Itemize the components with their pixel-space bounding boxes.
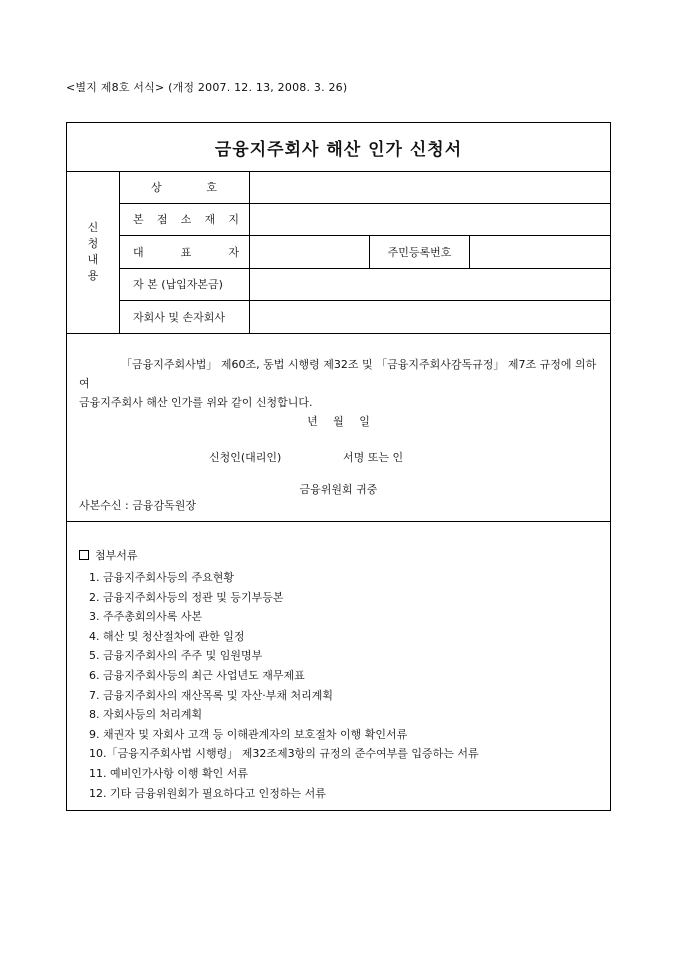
representative-label-text: 대 표 자 xyxy=(133,245,239,259)
capital-field[interactable] xyxy=(250,268,610,300)
form-title: 금융지주회사 해산 인가 신청서 xyxy=(214,139,463,160)
form-header-note: <별지 제8호 서식> (개정 2007. 12. 13, 2008. 3. 26) xyxy=(66,81,348,94)
attachment-item: 10.「금융지주회사법 시행령」 제32조제3항의 규정의 준수여부를 입증하는 서류 xyxy=(89,747,479,761)
capital-label xyxy=(133,268,249,300)
attachment-item: 7. 금융지주회사의 재산목록 및 자산·부채 처리계획 xyxy=(89,688,333,702)
resident-number-field[interactable] xyxy=(470,235,610,268)
declaration-section xyxy=(67,333,610,522)
side-label-char: 신 xyxy=(87,221,99,234)
declaration-line-1: 「금융지주회사법」 제60조, 동법 시행령 제32조 및 「금융지주회사감독규정」 제7조 규정에 의하여 xyxy=(79,358,597,390)
application-form xyxy=(66,122,611,811)
representative-label xyxy=(133,235,245,268)
title-row xyxy=(67,123,610,172)
application-details xyxy=(67,171,610,334)
side-label-char: 청 xyxy=(87,237,99,250)
company-name-label xyxy=(151,171,217,203)
attachment-item: 9. 채권자 및 자회사 고객 등 이해관계자의 보호절차 이행 확인서류 xyxy=(89,727,408,741)
attachment-item: 3. 주주총회의사록 사본 xyxy=(89,610,203,624)
attachment-item: 1. 금융지주회사등의 주요현황 xyxy=(89,571,234,584)
company-name-label-text: 상 호 xyxy=(151,181,217,194)
company-name-field[interactable] xyxy=(250,171,610,203)
subsidiaries-label-text: 자회사 및 손자회사 xyxy=(133,310,226,324)
checkbox-icon[interactable] xyxy=(79,550,89,560)
copy-recipient: 사본수신 : 금융감독원장 xyxy=(79,499,196,512)
attachments-heading xyxy=(79,547,138,563)
attachment-item: 12. 기타 금융위원회가 필요하다고 인정하는 서류 xyxy=(89,786,326,800)
declaration-line-2: 금융지주회사 해산 인가를 위와 같이 신청합니다. xyxy=(79,396,313,409)
attachment-item: 4. 해산 및 청산절차에 관한 일정 xyxy=(89,629,245,643)
attachments-section xyxy=(67,521,610,811)
attachment-item: 2. 금융지주회사등의 정관 및 등기부등본 xyxy=(89,590,284,604)
head-office-field[interactable] xyxy=(250,203,610,235)
attachment-item: 6. 금융지주회사등의 최근 사업년도 재무제표 xyxy=(89,668,305,682)
subsidiaries-label xyxy=(133,300,249,333)
subsidiaries-field[interactable] xyxy=(250,300,610,333)
attachment-item: 11. 예비인가사항 이행 확인 서류 xyxy=(89,766,248,780)
side-label-char: 내 xyxy=(87,253,99,266)
representative-field[interactable] xyxy=(250,235,368,268)
head-office-label-text: 본 점 소 재 지 xyxy=(133,213,239,226)
resident-number-label-text: 주민등록번호 xyxy=(387,245,452,259)
capital-label-text: 자 본 (납입자본금) xyxy=(133,278,223,291)
attachment-item: 8. 자회사등의 처리계획 xyxy=(89,708,203,722)
attachments-list xyxy=(89,568,479,803)
application-date[interactable]: 년 월 일 xyxy=(307,415,370,428)
declaration-text xyxy=(79,355,599,412)
applicant-label: 신청인(대리인) xyxy=(209,451,282,464)
addressee: 금융위원회 귀중 xyxy=(299,483,378,496)
head-office-label xyxy=(133,203,245,235)
attachment-item: 5. 금융지주회사의 주주 및 임원명부 xyxy=(89,649,263,663)
side-label-char: 용 xyxy=(87,269,99,282)
resident-number-label xyxy=(370,235,469,268)
application-details-label xyxy=(67,171,120,333)
signature-field[interactable]: 서명 또는 인 xyxy=(343,451,404,464)
attachments-title: 첨부서류 xyxy=(95,549,138,562)
